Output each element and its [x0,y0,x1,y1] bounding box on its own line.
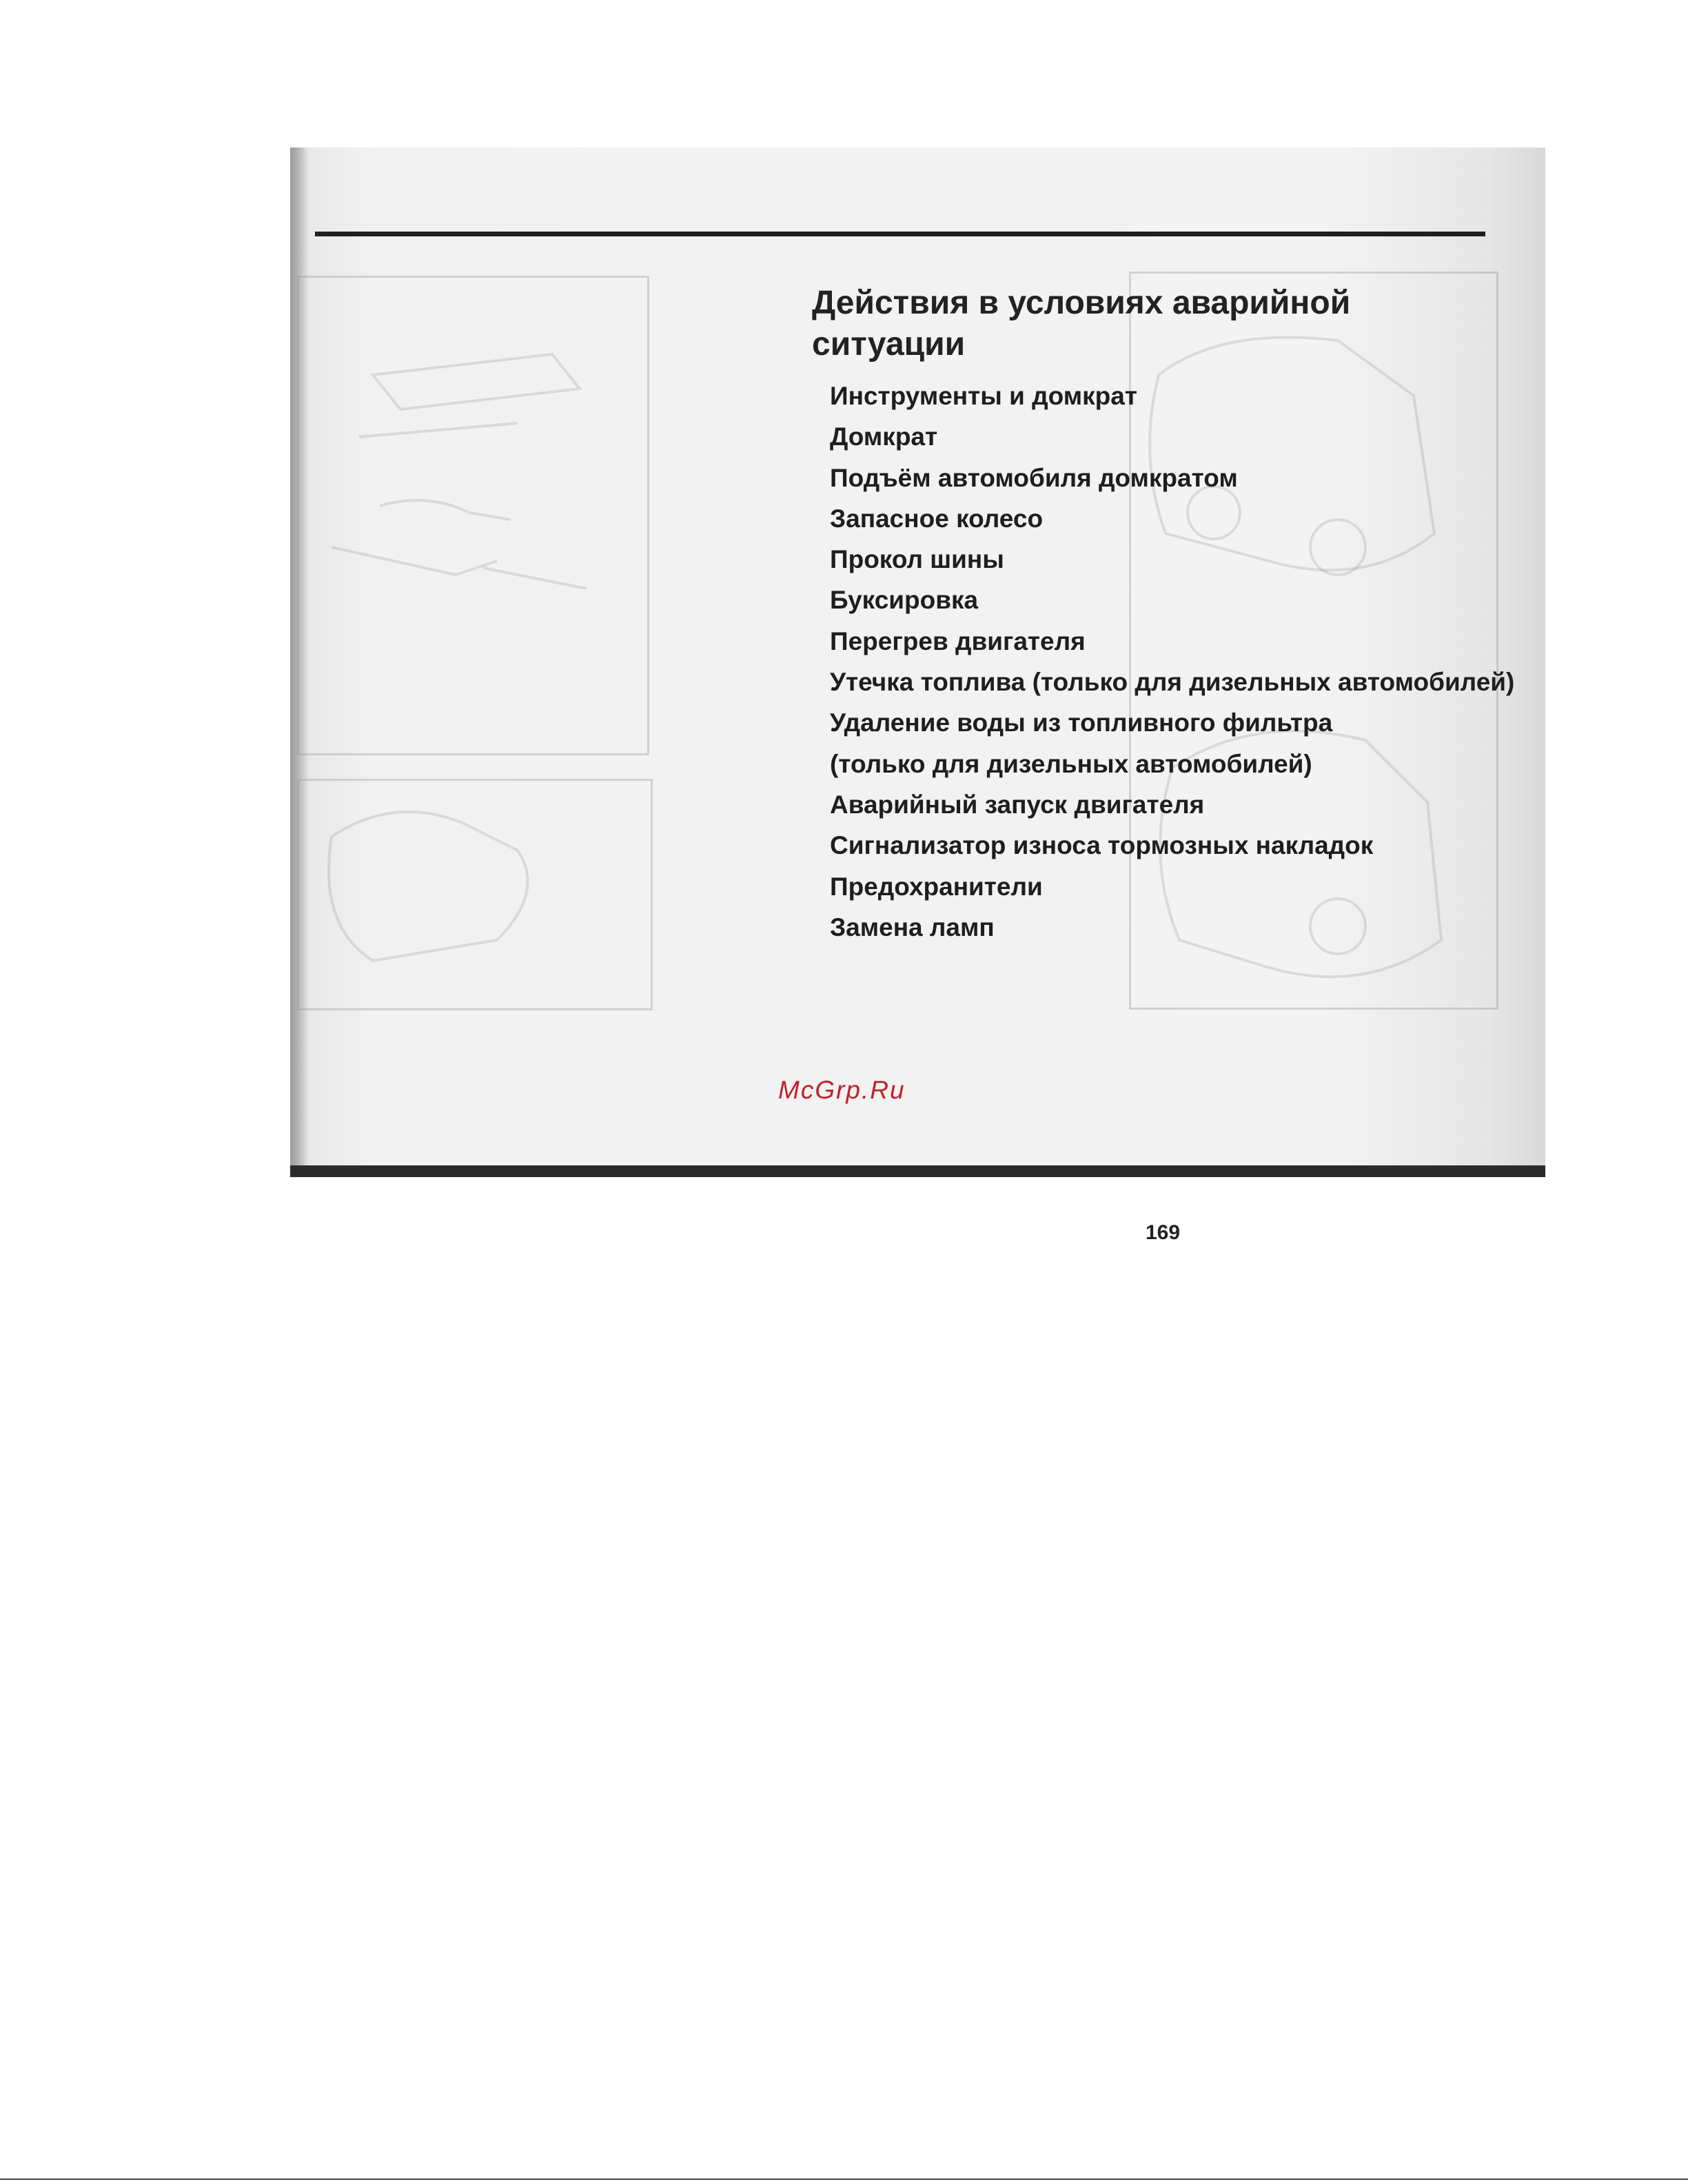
list-item: Замена ламп [830,912,995,941]
section-title: Действия в условиях аварийной ситуации [812,285,1351,363]
list-item: (только для дизельных автомобилей) [830,749,1312,778]
list-item: Удаление воды из топливного фильтра [830,708,1333,737]
list-item: Инструменты и домкрат [830,382,1137,410]
list-item: Запасное колесо [830,504,1044,533]
list-item: Предохранители [830,872,1043,901]
list-item: Аварийный запуск двигателя [830,790,1205,819]
list-item: Перегрев двигателя [830,626,1086,655]
list-item: Подъём автомобиля домкратом [830,463,1238,492]
watermark[interactable]: McGrp.Ru [778,1076,906,1104]
page-bottom-line [0,2178,1688,2180]
contents-list [830,376,1514,948]
list-item: Утечка топлива (только для дизельных автомобилей) [830,668,1515,697]
scanned-page [290,147,1545,1244]
list-item: Буксировка [830,586,979,615]
scan-bottom-edge [290,1165,1545,1177]
list-item: Сигнализатор износа тормозных накладок [830,831,1374,860]
list-item: Прокол шины [830,545,1004,574]
list-item: Домкрат [830,422,938,451]
page-number: 169 [1146,1221,1181,1244]
header-rule [315,232,1485,236]
